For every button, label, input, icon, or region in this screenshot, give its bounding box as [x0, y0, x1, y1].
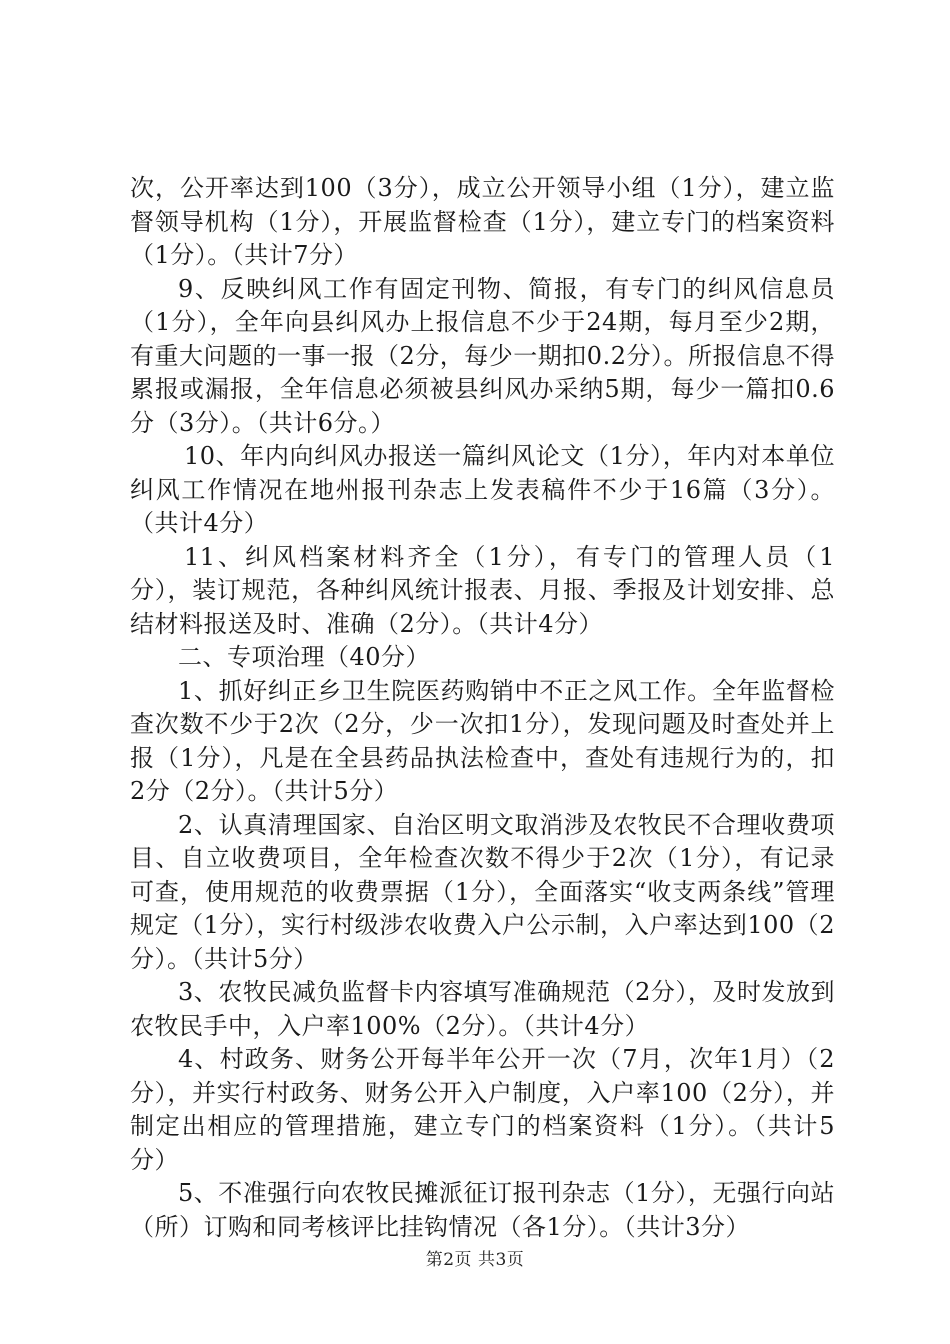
- document-body: [130, 172, 835, 1244]
- paragraph-item-9: 9、反映纠风工作有固定刊物、简报，有专门的纠风信息员（1分），全年向县纠风办上报信息不少于24期，每月至少2期，有重大问题的一事一报（2分，每少一期扣0.2分）。所报信息不得累报或漏报，全年信息必须被县纠风办采纳5期，每少一篇扣0.6分（3分）。（共计6分。）: [130, 274, 835, 437]
- paragraph-item-10: 10、年内向纠风办报送一篇纠风论文（1分），年内对本单位纠风工作情况在地州报刊杂志上发表稿件不少于16篇（3分）。（共计4分）: [130, 442, 835, 537]
- paragraph-special-item-5: 5、不准强行向农牧民摊派征订报刊杂志（1分），无强行向站（所）订购和同考核评比挂钩情况（各1分）。（共计3分）: [130, 1179, 835, 1241]
- paragraph-special-item-3: 3、农牧民减负监督卡内容填写准确规范（2分），及时发放到农牧民手中，入户率100%（2分）。（共计4分）: [130, 978, 835, 1040]
- paragraph-special-item-2: 2、认真清理国家、自治区明文取消涉及农牧民不合理收费项目、自立收费项目，全年检查次数不得少于2次（1分），有记录可查，使用规范的收费票据（1分），全面落实“收支两条线”管理规定（1分），实行村级涉农收费入户公示制，入户率达到100（2分）。（共计5分）: [130, 810, 835, 973]
- paragraph-special-item-4: 4、村政务、财务公开每半年公开一次（7月，次年1月）（2分），并实行村政务、财务公开入户制度，入户率100（2分），并制定出相应的管理措施，建立专门的档案资料（1分）。（共计5分）: [130, 1045, 835, 1174]
- paragraph-continuation: 次，公开率达到100（3分），成立公开领导小组（1分），建立监督领导机构（1分），开展监督检查（1分），建立专门的档案资料（1分）。（共计7分）: [130, 174, 835, 269]
- page-footer: 第2页 共3页: [425, 1250, 525, 1270]
- paragraph-special-item-1: 1、抓好纠正乡卫生院医药购销中不正之风工作。全年监督检查次数不少于2次（2分，少一次扣1分），发现问题及时查处并上报（1分），凡是在全县药品执法检查中，查处有违规行为的，扣2分（2分）。（共计5分）: [130, 676, 835, 805]
- section-heading-special-governance: 二、专项治理（40分）: [178, 643, 431, 671]
- paragraph-item-11: 11、纠风档案材料齐全（1分），有专门的管理人员（1分），装订规范，各种纠风统计报表、月报、季报及计划安排、总结材料报送及时、准确（2分）。（共计4分）: [130, 542, 835, 638]
